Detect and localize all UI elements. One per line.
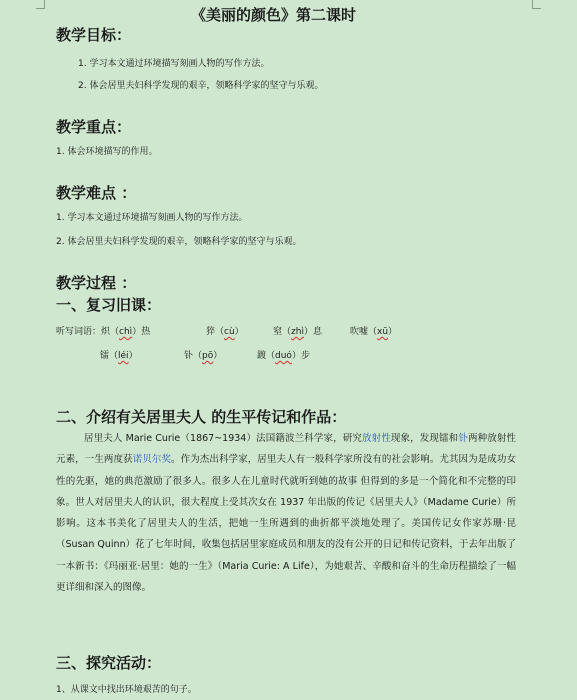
goal-item-1: 1. 学习本文通过环境描写刻画人物的写作方法。 [78,59,270,69]
link-polonium[interactable]: 钋 [458,433,468,444]
difficulty-item-1: 1. 学习本文通过环境描写刻画人物的写作方法。 [56,213,248,223]
dictation-word-2: 猝（cù） [206,327,244,337]
dictation-word-4: 吹嘘（xū） [350,327,398,337]
review-heading: 一、复习旧课： [56,296,162,314]
dictation-word-3: 窒（zhì）息 [273,327,322,337]
dictation-word-7: 踱（duó）步 [257,351,310,361]
page-title: 《美丽的颜色》第二课时 [191,6,357,24]
pinyin: chì [119,327,133,337]
pinyin: pō [202,351,214,361]
link-radioactivity[interactable]: 放射性 [362,433,391,444]
process-heading: 教学过程 ： [56,274,137,292]
pinyin: zhì [291,327,304,337]
pinyin: duó [275,351,292,361]
difficulty-item-2: 2. 体会居里夫妇科学发现的艰辛，领略科学家的坚守与乐观。 [56,237,302,247]
dictation-word-6: 钋（pō） [184,351,223,361]
goals-heading: 教学目标： [56,26,132,44]
link-nobel-prize[interactable]: 诺贝尔奖 [132,454,172,466]
goal-item-2: 2. 体会居里夫妇科学发现的艰辛，领略科学家的坚守与乐观。 [78,81,324,91]
explore-heading: 三、探究活动： [56,654,162,672]
intro-paragraph: 居里夫人 Marie Curie（1867~1934）法国籍波兰科学家，研究放射性现象，发现镭和钋两种放射性元素，一生两度获诺贝尔奖。作为杰出科学家，居里夫人有一般科学家所没有的社会影响。尤其因为是成功女性的先驱，她的典范激励了很多人。很多人在儿童时代就听到她的故事 但得到的多是一个简化和不完整的印象。世人对居里夫人的认识，很大程度上受其次女在 1937 年出版的传记《居里夫人》（Madame Curie）所影响。这本书美化了居里夫人的生活，把她一生所遇到的曲折都平淡地处理了。美国传记女作家苏珊·昆（Susan Quinn）花了七年时间，收集包括居里家庭成员和朋友的没有公开的日记和传记资料，于去年出版了一本新书：《玛丽亚·居里：她的一生》（Maria Curie: A Life），为她艰苦、辛酸和奋斗的生命历程描绘了一幅更详细和深入的图像。 [56,433,516,594]
pinyin: léi [118,351,129,361]
key-points-heading: 教学重点： [56,118,132,136]
intro-heading: 二、介绍有关居里夫人 的生平传记和作品： [56,408,347,426]
difficulties-heading: 教学难点 ： [56,184,137,202]
explore-item-1: 1、从课文中找出环境艰苦的句子。 [56,685,197,695]
corner-mark-right [532,0,541,9]
dictation-line-1: 听写词语：炽（chì）热 [56,327,151,337]
corner-mark-left [36,0,45,9]
key-point-item-1: 1. 体会环境描写的作用。 [56,147,158,157]
dictation-word-5: 镭（léi） [100,351,138,361]
pinyin: cù [224,327,235,337]
pinyin: xū [377,327,389,337]
dictation-label: 听写词语： [56,327,102,337]
